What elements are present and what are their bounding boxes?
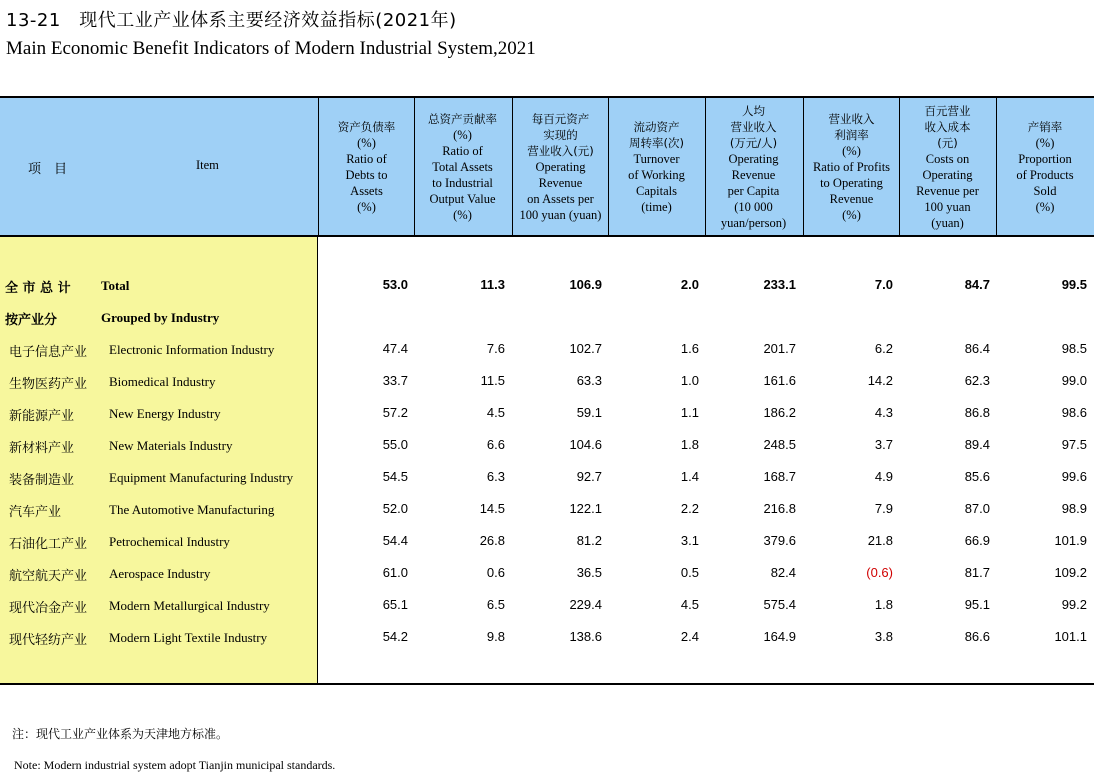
header-line: (%) [1035,199,1055,214]
header-line: Operating [728,151,779,166]
header-line: 百元营业 [924,103,971,118]
cell-total-assets-contribution: 6.5 [486,597,505,612]
cell-working-capital-turnover: 1.4 [680,469,699,484]
cell-cost-per-100-revenue: 87.0 [964,501,990,516]
row-label-cn: 现代轻纺产业 [9,633,88,648]
cell-cost-per-100-revenue: 85.6 [964,469,990,484]
row-label-en: Petrochemical Industry [109,534,230,549]
row-label-en: Total [101,278,130,293]
row-label-en: New Materials Industry [109,438,233,453]
row-label-cn: 现代冶金产业 [9,601,88,616]
cell-profit-ratio: (0.6) [866,565,893,580]
cell-sales-ratio: 99.5 [1061,277,1087,292]
table-row [0,497,1094,521]
table-row [0,465,1094,489]
header-line: 利润率 [834,127,869,142]
header-debt-ratio [318,96,415,237]
cell-working-capital-turnover: 2.0 [680,277,699,292]
row-label-cn: 新能源产业 [9,409,75,424]
row-label-cn: 新材料产业 [9,441,75,456]
cell-profit-ratio: 14.2 [867,373,893,388]
cell-debt-ratio: 53.0 [382,277,408,292]
cell-cost-per-100-revenue: 89.4 [964,437,990,452]
cell-total-assets-contribution: 14.5 [479,501,505,516]
row-label-en: The Automotive Manufacturing [109,502,275,517]
cell-revenue-per-100-assets: 104.6 [569,437,602,452]
row-label-en: Biomedical Industry [109,374,216,389]
header-line: Revenue [829,191,874,206]
cell-profit-ratio: 1.8 [874,597,893,612]
cell-cost-per-100-revenue: 86.8 [964,405,990,420]
row-label-en: Electronic Information Industry [109,342,275,357]
header-line: Operating [535,159,586,174]
cell-revenue-per-100-assets: 92.7 [576,469,602,484]
cell-revenue-per-capita: 575.4 [763,597,796,612]
header-sales-ratio [996,96,1094,237]
table-title-cn: 13-21 现代工业产业体系主要经济效益指标(2021年) [6,10,457,31]
row-label-cn: 生物医药产业 [9,377,88,392]
table-row [0,561,1094,585]
cell-cost-per-100-revenue: 86.6 [964,629,990,644]
cell-sales-ratio: 101.1 [1054,629,1087,644]
row-label-cn: 航空航天产业 [9,569,88,584]
header-line: 产销率 [1027,119,1063,134]
header-total-assets-contribution [414,96,511,237]
cell-revenue-per-100-assets: 81.2 [576,533,602,548]
cell-cost-per-100-revenue: 86.4 [964,341,990,356]
cell-profit-ratio: 21.8 [867,533,893,548]
cell-debt-ratio: 65.1 [382,597,408,612]
cell-working-capital-turnover: 2.2 [680,501,699,516]
cell-debt-ratio: 54.2 [382,629,408,644]
header-line: Proportion [1018,151,1072,166]
header-line: (%) [357,199,376,214]
header-line: 营业收入 [828,111,875,126]
cell-total-assets-contribution: 6.3 [486,469,505,484]
header-line: of Working [628,167,685,182]
header-line: Operating [922,167,973,182]
header-revenue-per-capita [705,96,802,237]
header-line: to Operating [820,175,883,190]
cell-sales-ratio: 101.9 [1054,533,1087,548]
header-line: Revenue [538,175,583,190]
cell-sales-ratio: 109.2 [1054,565,1087,580]
header-item-cn: 项 目 [28,162,68,177]
header-line: (%) [453,207,472,222]
cell-debt-ratio: 47.4 [382,341,408,356]
header-line: of Products [1016,167,1074,182]
cell-revenue-per-100-assets: 36.5 [576,565,602,580]
cell-revenue-per-100-assets: 63.3 [576,373,602,388]
cell-profit-ratio: 7.9 [874,501,893,516]
cell-total-assets-contribution: 4.5 [486,405,505,420]
header-line: (%) [842,143,861,158]
cell-profit-ratio: 6.2 [874,341,893,356]
table-row [0,337,1094,361]
row-label-en: Grouped by Industry [101,310,220,325]
cell-working-capital-turnover: 0.5 [680,565,699,580]
cell-cost-per-100-revenue: 66.9 [964,533,990,548]
row-label-cn: 石油化工产业 [9,537,88,552]
header-line: Output Value [429,191,496,206]
header-profit-ratio [803,96,900,237]
cell-revenue-per-100-assets: 102.7 [569,341,602,356]
header-line: (%) [842,207,861,222]
cell-working-capital-turnover: 2.4 [680,629,699,644]
row-label-en: New Energy Industry [109,406,221,421]
row-label-en: Aerospace Industry [109,566,211,581]
cell-revenue-per-capita: 164.9 [763,629,796,644]
row-label-cn: 汽车产业 [9,505,62,520]
cell-total-assets-contribution: 0.6 [486,565,505,580]
cell-debt-ratio: 52.0 [382,501,408,516]
cell-working-capital-turnover: 4.5 [680,597,699,612]
cell-total-assets-contribution: 26.8 [479,533,505,548]
header-line: (%) [357,135,376,150]
row-label-en: Equipment Manufacturing Industry [109,470,294,485]
header-line: 流动资产 [633,119,680,134]
header-line: on Assets per [527,191,594,206]
header-line: Assets [350,183,383,198]
cell-working-capital-turnover: 3.1 [680,533,699,548]
header-cost-per-100-revenue [899,96,996,237]
cell-revenue-per-capita: 379.6 [763,533,796,548]
header-line: Ratio of [442,143,483,158]
header-line: (元) [937,135,958,150]
header-line: Revenue [731,167,776,182]
cell-revenue-per-100-assets: 122.1 [569,501,602,516]
cell-working-capital-turnover: 1.6 [680,341,699,356]
table-row [0,433,1094,457]
table-title-en: Main Economic Benefit Indicators of Modern Industrial System,2021 [6,38,536,59]
header-line: Total Assets [432,159,493,174]
header-line: yuan/person) [720,215,787,230]
cell-total-assets-contribution: 7.6 [486,341,505,356]
cell-cost-per-100-revenue: 84.7 [964,277,990,292]
bottom-rule [0,683,1094,685]
header-line: Ratio of Profits [812,159,891,174]
header-line: Ratio of [346,151,387,166]
header-line: 资产负债率 [337,119,396,134]
header-line: Costs on [925,151,970,166]
cell-revenue-per-100-assets: 106.9 [569,277,602,292]
header-item-en: Item [196,158,219,172]
table-row [0,529,1094,553]
cell-revenue-per-capita: 82.4 [770,565,796,580]
cell-revenue-per-capita: 201.7 [763,341,796,356]
table-row [0,273,1094,297]
cell-sales-ratio: 99.6 [1061,469,1087,484]
cell-revenue-per-100-assets: 59.1 [576,405,602,420]
table-row [0,593,1094,617]
cell-revenue-per-capita: 216.8 [763,501,796,516]
row-label-en: Modern Light Textile Industry [109,630,268,645]
cell-debt-ratio: 55.0 [382,437,408,452]
cell-total-assets-contribution: 6.6 [486,437,505,452]
header-line: Revenue per [916,183,979,198]
table-row [0,401,1094,425]
cell-revenue-per-capita: 168.7 [763,469,796,484]
cell-debt-ratio: 57.2 [382,405,408,420]
header-line: 营业收入(元) [527,143,594,158]
cell-debt-ratio: 33.7 [382,373,408,388]
header-line: 实现的 [543,127,578,142]
cell-debt-ratio: 54.5 [382,469,408,484]
cell-revenue-per-capita: 248.5 [763,437,796,452]
cell-debt-ratio: 61.0 [382,565,408,580]
cell-revenue-per-capita: 233.1 [763,277,796,292]
cell-revenue-per-100-assets: 229.4 [569,597,602,612]
header-line: 总资产贡献率 [428,111,497,126]
cell-total-assets-contribution: 11.3 [480,277,505,292]
row-label-cn: 全 市 总 计 [5,281,71,296]
header-line: (yuan) [931,215,964,230]
header-line: Debts to [345,167,388,182]
row-label-cn: 装备制造业 [9,473,75,488]
cell-working-capital-turnover: 1.8 [680,437,699,452]
header-line: 营业收入 [730,119,777,134]
header-line: (%) [453,127,472,142]
header-line: 人均 [742,103,765,118]
cell-sales-ratio: 97.5 [1061,437,1087,452]
note-cn: 注：现代工业产业体系为天津地方标准。 [12,727,229,741]
cell-sales-ratio: 99.0 [1061,373,1087,388]
cell-total-assets-contribution: 9.8 [486,629,505,644]
table-row [0,305,1094,329]
header-line: Turnover [633,151,680,166]
header-line: (%) [1035,135,1055,150]
table-row [0,369,1094,393]
cell-working-capital-turnover: 1.0 [680,373,699,388]
header-line: per Capita [727,183,780,198]
cell-cost-per-100-revenue: 81.7 [964,565,990,580]
cell-revenue-per-100-assets: 138.6 [569,629,602,644]
header-line: 每百元资产 [531,111,590,126]
header-revenue-per-100-assets [512,96,609,237]
row-label-en: Modern Metallurgical Industry [109,598,270,613]
header-line: (10 000 [734,199,773,214]
cell-sales-ratio: 98.5 [1061,341,1087,356]
header-line: Sold [1033,183,1057,198]
cell-revenue-per-capita: 186.2 [763,405,796,420]
header-line: 100 yuan (yuan) [519,207,602,222]
cell-profit-ratio: 4.3 [874,405,893,420]
header-line: 周转率(次) [629,135,684,150]
header-line: 收入成本 [924,119,971,134]
table-row [0,625,1094,649]
cell-cost-per-100-revenue: 62.3 [964,373,990,388]
header-line: Capitals [636,183,677,198]
cell-profit-ratio: 3.7 [874,437,893,452]
cell-working-capital-turnover: 1.1 [680,405,699,420]
header-line: to Industrial [432,175,493,190]
row-label-cn: 电子信息产业 [9,345,88,360]
header-line: (time) [641,199,672,214]
header-line: 100 yuan [924,199,971,214]
note-en: Note: Modern industrial system adopt Tianjin municipal standards. [14,758,336,772]
cell-sales-ratio: 98.6 [1061,405,1087,420]
header-line: (万元/人) [729,135,778,150]
cell-sales-ratio: 98.9 [1061,501,1087,516]
row-label-cn: 按产业分 [5,313,58,328]
cell-revenue-per-capita: 161.6 [763,373,796,388]
cell-profit-ratio: 3.8 [874,629,893,644]
header-working-capital-turnover [608,96,705,237]
cell-total-assets-contribution: 11.5 [480,373,505,388]
cell-profit-ratio: 4.9 [874,469,893,484]
cell-cost-per-100-revenue: 95.1 [964,597,990,612]
cell-sales-ratio: 99.2 [1061,597,1087,612]
cell-profit-ratio: 7.0 [874,277,893,292]
cell-debt-ratio: 54.4 [382,533,408,548]
